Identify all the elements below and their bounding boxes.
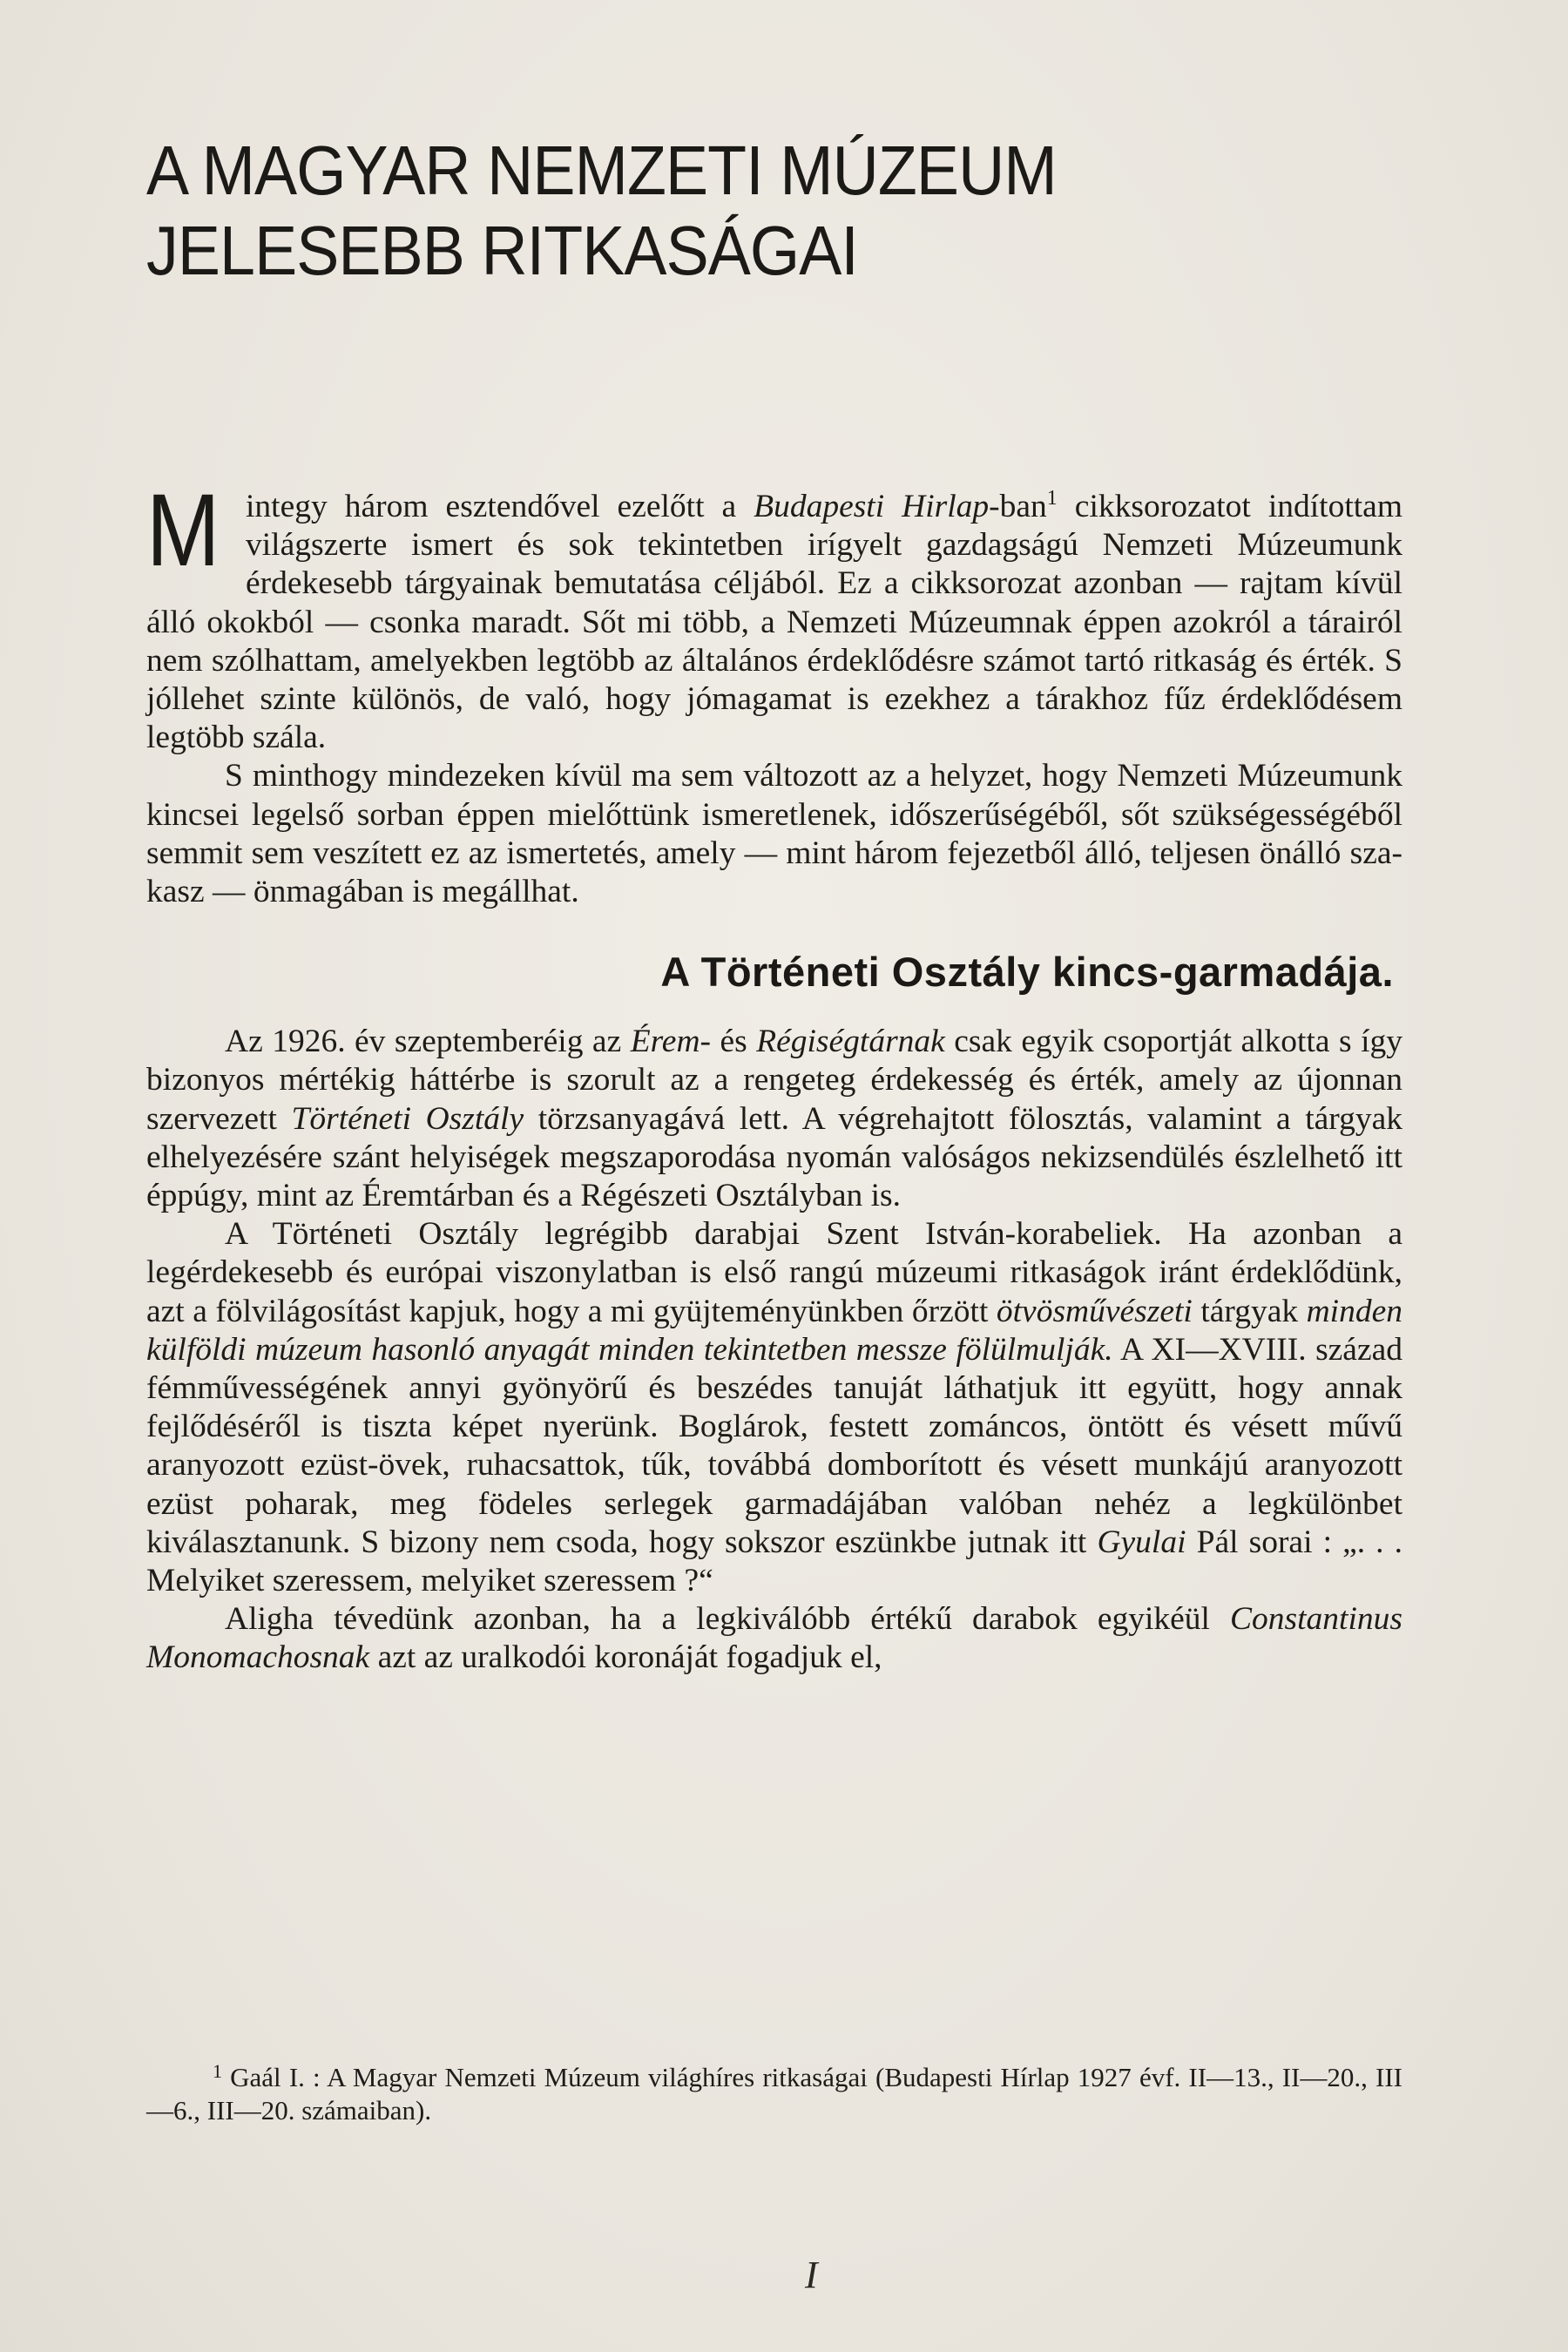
intro-paragraph-1	[146, 473, 1402, 757]
section-paragraph-1	[146, 1023, 1402, 1215]
page-title	[146, 131, 1188, 291]
text-run: A Történeti Osztály legrégibb darabjai Szent István-korabeliek. Ha azonban a legérdekesebb és európai viszonylatban is első rangú múzeumi ritkaságok iránt érdeklődünk, azt a fölvilágosítást kapjuk, hogy a mi gyüjteményünkben őrzött	[146, 1216, 1402, 1329]
drop-cap-letter: M	[146, 473, 220, 588]
footnote-reference: 1	[1046, 487, 1058, 510]
footnote-text: Gaál I. : A Magyar Nemzeti Múzeum világhíres ritkaságai (Budapesti Hírlap 1927 évf. II—13., II—20., III—6., III—20. számaiban).	[146, 2062, 1402, 2126]
footnote-marker: 1	[213, 2060, 222, 2082]
text-run: Aligha tévedünk azonban, ha a legkiválóbb értékű darabok egyikéül	[225, 1601, 1231, 1638]
italic-run: ötvösművészeti	[996, 1293, 1193, 1329]
page-signature-mark: I	[805, 2254, 818, 2296]
title-line-1: A MAGYAR NEMZETI MÚZEUM	[146, 132, 1057, 209]
text-run: csak egyik csoportját alkotta s így bizonyos mértékig háttérbe is szorult az a rengeteg érdekesség és érték, amely az újonnan szervezett	[146, 1024, 1402, 1137]
italic-run: Történeti Osztály	[291, 1100, 524, 1137]
article-body	[146, 473, 1403, 1678]
text-run: azt az uralkodói koronáját fogadjuk el,	[369, 1639, 882, 1676]
italic-run: minden külföldi múzeum hasonló anyagát minden tekintetben messze fölülmulják.	[146, 1293, 1402, 1368]
text-run: és	[711, 1024, 757, 1060]
intro-text-rest: cikksorozatot indítottam világszerte ismert és sok tekintetben irígyelt gazdagságú Nemzeti Múzeumunk érdekesebb tárgyainak bemutatása céljából. Ez a cikksorozat azonban — rajtam kívül álló okokból — csonka maradt. Sőt mi több, a Nemzeti Múzeumnak éppen azokról a tárairól nem szólhattam, amelyekben legtöbb az általános érdeklődésre számot tartó ritkaság és érték. S jóllehet szinte különös, de való, hogy jómagamat is ezekhez a tárakhoz fűz érdeklődésem legtöbb szála.	[146, 489, 1402, 756]
text-run: Az 1926. év szeptemberéig az	[225, 1024, 631, 1060]
text-run: tárgyak	[1192, 1293, 1307, 1329]
footnote	[146, 2061, 1402, 2127]
newspaper-name: Budapesti Hirlap	[754, 489, 990, 524]
section-heading: A Történeti Osztály kincs-garmadája.	[660, 949, 1394, 996]
intro-suffix: -ban	[989, 489, 1047, 524]
text-run: A XI—XVIII. század fémművességének annyi gyönyörű és beszédes tanuját láthatjuk itt együtt, hogy annak fejlődéséről is tiszta képet nyerünk. Boglárok, festett zománcos, öntött és vésett művű aranyozott ezüst-övek, ruhacsattok, tűk, továbbá domborított és vésett munkájú aranyozott ezüst poharak, meg födeles serlegek garmadájában valóban nehéz a legkülönbet kiválasztanunk. S bizony nem csoda, hogy sokszor eszünkbe jutnak itt	[146, 1331, 1402, 1560]
intro-text-start: integy három esztendővel ezelőtt a	[246, 489, 754, 524]
text-run: Pál sorai : „. . . Melyiket szeressem, melyiket szeressem ?“	[146, 1524, 1402, 1599]
italic-run: Régiségtárnak	[756, 1024, 945, 1060]
text-run: törzsanyagává lett. A végrehajtott fölosztás, valamint a tárgyak elhelyezésére szánt helyiségek megszaporodása nyomán valóságos nekizsendülés észlelhető itt éppúgy, mint az Éremtárban és a Régészeti Osztályban is.	[146, 1100, 1403, 1214]
section-paragraph-3	[146, 1600, 1402, 1677]
intro-paragraph-2: S minthogy mindezeken kívül ma sem változott az a helyzet, hogy Nemzeti Múzeumunk kincsei legelső sorban éppen mielőttünk ismeretlenek, időszerűségéből, sőt szükségességéből semmit sem veszített ez az ismertetés, amely — mint három fejezetből álló, teljesen önálló szakasz — önmagában is megállhat.	[146, 758, 1402, 910]
italic-run: Constantinus Monomachosnak	[146, 1601, 1402, 1676]
section-paragraph-2	[146, 1215, 1402, 1600]
italic-run: Gyulai	[1097, 1524, 1186, 1560]
title-line-2: JELESEBB RITKASÁGAI	[146, 212, 858, 289]
italic-run: Érem-	[630, 1024, 712, 1060]
